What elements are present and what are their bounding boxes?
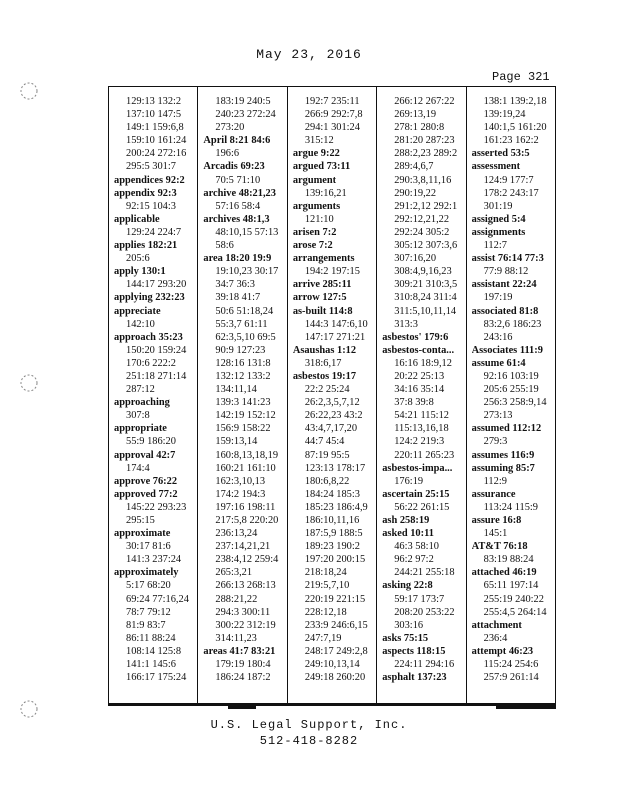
index-reference: 81:9 83:7 bbox=[126, 619, 166, 631]
index-reference: 281:20 287:23 bbox=[394, 135, 455, 147]
index-reference: 139:3 141:23 bbox=[215, 397, 271, 409]
index-reference: 43:4,7,17,20 bbox=[304, 423, 358, 435]
index-reference: 170:6 222:2 bbox=[126, 357, 176, 369]
index-reference: 159:13,14 bbox=[215, 436, 258, 448]
index-term: assigned 5:4 bbox=[471, 213, 526, 225]
index-reference: 294:3 300:11 bbox=[215, 606, 271, 618]
word-index-table bbox=[108, 86, 556, 706]
index-term: arisen 7:2 bbox=[292, 226, 337, 238]
index-reference: 217:5,8 220:20 bbox=[215, 515, 279, 526]
index-term: attempt 46:23 bbox=[471, 645, 534, 657]
index-reference: 162:3,10,13 bbox=[215, 475, 266, 487]
index-reference: 112:7 bbox=[483, 240, 507, 252]
index-reference: 300:22 312:19 bbox=[215, 619, 276, 631]
index-reference: 57:16 58:4 bbox=[215, 200, 261, 212]
index-reference: 115:13,16,18 bbox=[394, 423, 449, 435]
index-reference: 318:6,17 bbox=[304, 357, 342, 369]
index-term: area 18:20 19:9 bbox=[203, 253, 272, 265]
index-reference: 273:13 bbox=[483, 410, 513, 422]
index-columns bbox=[109, 87, 555, 703]
index-reference: 224:11 294:16 bbox=[394, 659, 455, 671]
index-reference: 307:16,20 bbox=[394, 253, 437, 265]
index-reference: 243:16 bbox=[483, 331, 513, 343]
index-reference: 291:2,12 292:1 bbox=[394, 200, 458, 212]
deposition-date: May 23, 2016 bbox=[256, 47, 362, 62]
index-reference: 185:23 186:4,9 bbox=[304, 501, 368, 513]
index-reference: 20:22 25:13 bbox=[394, 370, 445, 382]
index-reference: 265:3,21 bbox=[215, 567, 253, 579]
index-term: asking 22:8 bbox=[382, 580, 433, 592]
index-term: applies 182:21 bbox=[114, 240, 178, 252]
index-reference: 132:12 133:2 bbox=[215, 370, 271, 382]
index-reference: 294:1 301:24 bbox=[304, 122, 360, 134]
index-reference: 278:1 280:8 bbox=[394, 122, 445, 134]
index-reference: 305:12 307:3,6 bbox=[394, 240, 458, 252]
index-reference: 108:14 125:8 bbox=[126, 645, 182, 657]
index-term: asked 10:11 bbox=[382, 528, 434, 540]
index-reference: 236:4 bbox=[483, 632, 508, 644]
index-reference: 139:16,21 bbox=[304, 187, 347, 199]
index-reference: 144:17 293:20 bbox=[126, 279, 187, 291]
index-reference: 313:3 bbox=[394, 318, 418, 330]
index-reference: 161:23 162:2 bbox=[483, 135, 539, 147]
index-reference: 244:21 255:18 bbox=[394, 567, 455, 579]
index-term: Asaushas 1:12 bbox=[292, 344, 357, 356]
index-reference: 311:5,10,11,14 bbox=[394, 305, 457, 317]
index-reference: 273:20 bbox=[215, 122, 245, 134]
index-reference: 220:11 265:23 bbox=[394, 449, 455, 461]
index-reference: 200:24 272:16 bbox=[126, 148, 187, 160]
index-term: applicable bbox=[114, 213, 160, 225]
index-reference: 140:1,5 161:20 bbox=[483, 122, 547, 134]
index-reference: 307:8 bbox=[126, 410, 150, 422]
index-term: appreciate bbox=[114, 305, 161, 317]
index-reference: 62:3,5,10 69:5 bbox=[215, 331, 276, 343]
index-reference: 303:16 bbox=[394, 619, 424, 631]
index-column-4 bbox=[377, 87, 466, 703]
index-reference: 249:10,13,14 bbox=[304, 659, 360, 671]
index-reference: 44:7 45:4 bbox=[304, 436, 345, 448]
index-term: archives 48:1,3 bbox=[203, 213, 270, 225]
index-reference: 310:8,24 311:4 bbox=[394, 292, 457, 304]
index-reference: 138:1 139:2,18 bbox=[483, 96, 547, 107]
index-reference: 121:10 bbox=[304, 213, 334, 225]
index-column-5 bbox=[467, 87, 555, 703]
index-reference: 160:21 161:10 bbox=[215, 462, 276, 474]
index-reference: 295:15 bbox=[126, 515, 155, 526]
index-reference: 255:4,5 264:14 bbox=[483, 606, 547, 618]
index-term: ash 258:19 bbox=[382, 515, 430, 526]
index-reference: 124:9 177:7 bbox=[483, 174, 534, 186]
index-reference: 59:17 173:7 bbox=[394, 593, 445, 605]
index-reference: 5:17 68:20 bbox=[126, 580, 171, 592]
index-reference: 292:12,21,22 bbox=[394, 213, 450, 225]
index-reference: 184:24 185:3 bbox=[304, 488, 360, 500]
punch-hole-icon bbox=[18, 80, 40, 102]
index-reference: 26:2,3,5,7,12 bbox=[304, 397, 360, 409]
index-reference: 90:9 127:23 bbox=[215, 344, 266, 356]
index-reference: 256:3 258:9,14 bbox=[483, 397, 547, 409]
index-term: approve 76:22 bbox=[114, 475, 178, 487]
index-reference: 83:2,6 186:23 bbox=[483, 318, 542, 330]
index-term: associated 81:8 bbox=[471, 305, 539, 317]
index-term: approaching bbox=[114, 397, 170, 409]
index-term: assistant 22:24 bbox=[471, 279, 537, 291]
index-term: apply 130:1 bbox=[114, 266, 166, 278]
scan-mark bbox=[496, 703, 556, 709]
index-reference: 137:10 147:5 bbox=[126, 109, 182, 121]
index-reference: 197:19 bbox=[483, 292, 513, 304]
index-reference: 308:4,9,16,23 bbox=[394, 266, 452, 278]
index-term: asbestos-conta... bbox=[382, 344, 455, 356]
index-term: approved 77:2 bbox=[114, 488, 178, 500]
index-reference: 249:18 260:20 bbox=[304, 672, 366, 684]
index-term: archive 48:21,23 bbox=[203, 187, 276, 199]
punch-hole-icon bbox=[18, 372, 40, 394]
index-term: arose 7:2 bbox=[292, 240, 333, 252]
index-term: attached 46:19 bbox=[471, 567, 537, 579]
index-reference: 186:10,11,16 bbox=[304, 515, 360, 526]
index-term: Associates 111:9 bbox=[471, 344, 543, 356]
index-reference: 205:6 bbox=[126, 253, 150, 265]
index-reference: 54:21 115:12 bbox=[394, 410, 449, 422]
index-reference: 288:21,22 bbox=[215, 593, 258, 605]
index-reference: 197:20 200:15 bbox=[304, 554, 366, 566]
index-reference: 37:8 39:8 bbox=[394, 397, 434, 409]
index-reference: 251:18 271:14 bbox=[126, 370, 187, 382]
index-reference: 58:6 bbox=[215, 240, 234, 252]
index-reference: 194:2 197:15 bbox=[304, 266, 360, 278]
index-reference: 142:10 bbox=[126, 318, 155, 330]
index-reference: 34:16 35:14 bbox=[394, 384, 445, 396]
index-reference: 269:13,19 bbox=[394, 109, 437, 121]
index-reference: 187:5,9 188:5 bbox=[304, 528, 363, 540]
index-term: AT&T 76:18 bbox=[471, 541, 528, 553]
index-reference: 55:9 186:20 bbox=[126, 436, 176, 448]
index-term: arrive 285:11 bbox=[292, 279, 352, 291]
index-term: assume 61:4 bbox=[471, 357, 526, 369]
index-term: April 8:21 84:6 bbox=[203, 135, 271, 147]
index-reference: 145:22 293:23 bbox=[126, 501, 187, 513]
index-reference: 179:19 180:4 bbox=[215, 659, 271, 671]
index-reference: 139:19,24 bbox=[483, 109, 526, 121]
index-term: ascertain 25:15 bbox=[382, 488, 450, 500]
index-term: approval 42:7 bbox=[114, 449, 176, 461]
index-term: arrow 127:5 bbox=[292, 292, 347, 304]
index-reference: 218:18,24 bbox=[304, 567, 347, 579]
index-reference: 147:17 271:21 bbox=[304, 331, 366, 343]
index-reference: 48:10,15 57:13 bbox=[215, 226, 279, 238]
index-term: asbestos-impa... bbox=[382, 462, 453, 474]
index-term: appropriate bbox=[114, 423, 167, 435]
index-reference: 46:3 58:10 bbox=[394, 541, 439, 553]
index-term: assuming 85:7 bbox=[471, 462, 535, 474]
index-reference: 290:3,8,11,16 bbox=[394, 174, 452, 186]
index-term: appendix 92:3 bbox=[114, 187, 177, 199]
index-reference: 236:13,24 bbox=[215, 528, 258, 540]
index-reference: 197:16 198:11 bbox=[215, 501, 276, 513]
index-reference: 87:19 95:5 bbox=[304, 449, 350, 461]
index-reference: 240:23 272:24 bbox=[215, 109, 276, 121]
index-reference: 166:17 175:24 bbox=[126, 672, 187, 684]
index-term: attachment bbox=[471, 619, 522, 631]
index-reference: 160:8,13,18,19 bbox=[215, 449, 279, 461]
index-reference: 141:1 145:6 bbox=[126, 659, 176, 671]
index-reference: 39:18 41:7 bbox=[215, 292, 261, 304]
index-reference: 237:14,21,21 bbox=[215, 541, 271, 553]
index-term: Arcadis 69:23 bbox=[203, 161, 265, 173]
index-reference: 220:19 221:15 bbox=[304, 593, 366, 605]
index-reference: 174:4 bbox=[126, 462, 150, 474]
index-term: assumes 116:9 bbox=[471, 449, 535, 461]
index-reference: 128:16 131:8 bbox=[215, 357, 271, 369]
index-reference: 205:6 255:19 bbox=[483, 384, 539, 396]
court-reporter-phone: 512-418-8282 bbox=[259, 734, 359, 748]
index-term: assumed 112:12 bbox=[471, 423, 542, 435]
index-reference: 301:19 bbox=[483, 200, 513, 212]
index-term: approximate bbox=[114, 528, 171, 540]
index-reference: 77:9 88:12 bbox=[483, 266, 529, 278]
index-reference: 124:2 219:3 bbox=[394, 436, 445, 448]
index-reference: 112:9 bbox=[483, 475, 507, 487]
index-reference: 134:11,14 bbox=[215, 384, 257, 396]
index-reference: 287:12 bbox=[126, 384, 155, 396]
index-reference: 233:9 246:6,15 bbox=[304, 619, 368, 631]
index-term: assignments bbox=[471, 226, 526, 238]
index-term: areas 41:7 83:21 bbox=[203, 645, 276, 657]
index-term: argument bbox=[292, 174, 337, 186]
index-term: as-built 114:8 bbox=[292, 305, 353, 317]
index-reference: 289:4,6,7 bbox=[394, 161, 434, 173]
index-reference: 78:7 79:12 bbox=[126, 606, 171, 618]
scan-mark bbox=[228, 703, 256, 709]
index-term: asbestos' 179:6 bbox=[382, 331, 449, 343]
index-reference: 189:23 190:2 bbox=[304, 541, 360, 553]
index-reference: 96:2 97:2 bbox=[394, 554, 434, 566]
index-reference: 123:13 178:17 bbox=[304, 462, 366, 474]
index-reference: 50:6 51:18,24 bbox=[215, 305, 274, 317]
index-reference: 290:19,22 bbox=[394, 187, 437, 199]
index-reference: 30:17 81:6 bbox=[126, 541, 171, 553]
index-reference: 83:19 88:24 bbox=[483, 554, 534, 566]
index-reference: 145:1 bbox=[483, 528, 508, 540]
index-reference: 186:24 187:2 bbox=[215, 672, 271, 684]
index-reference: 26:22,23 43:2 bbox=[304, 410, 363, 422]
index-term: asks 75:15 bbox=[382, 632, 429, 644]
index-reference: 314:11,23 bbox=[215, 632, 257, 644]
index-reference: 257:9 261:14 bbox=[483, 672, 539, 684]
index-reference: 149:1 159:6,8 bbox=[126, 122, 184, 134]
index-reference: 115:24 254:6 bbox=[483, 659, 539, 671]
index-term: assurance bbox=[471, 488, 516, 500]
index-term: asphalt 137:23 bbox=[382, 672, 447, 684]
index-reference: 248:17 249:2,8 bbox=[304, 645, 368, 657]
index-reference: 266:9 292:7,8 bbox=[304, 109, 363, 121]
index-reference: 196:6 bbox=[215, 148, 240, 160]
index-term: approach 35:23 bbox=[114, 331, 183, 343]
index-reference: 292:24 305:2 bbox=[394, 226, 450, 238]
index-reference: 92:16 103:19 bbox=[483, 370, 539, 382]
index-reference: 69:24 77:16,24 bbox=[126, 593, 189, 605]
index-reference: 129:13 132:2 bbox=[126, 96, 182, 107]
index-term: arguments bbox=[292, 200, 341, 212]
index-reference: 86:11 88:24 bbox=[126, 632, 176, 644]
index-reference: 16:16 18:9,12 bbox=[394, 357, 452, 369]
court-reporter-firm: U.S. Legal Support, Inc. bbox=[210, 718, 408, 732]
index-reference: 192:7 235:11 bbox=[304, 96, 360, 107]
index-reference: 255:19 240:22 bbox=[483, 593, 544, 605]
index-term: arrangements bbox=[292, 253, 355, 265]
index-reference: 228:12,18 bbox=[304, 606, 347, 618]
index-reference: 295:5 301:7 bbox=[126, 161, 176, 173]
index-reference: 159:10 161:24 bbox=[126, 135, 187, 147]
index-term: appendices 92:2 bbox=[114, 174, 185, 186]
index-term: assessment bbox=[471, 161, 521, 173]
index-column-3 bbox=[288, 87, 377, 703]
index-reference: 238:4,12 259:4 bbox=[215, 554, 279, 566]
index-reference: 142:19 152:12 bbox=[215, 410, 276, 422]
index-column-2 bbox=[198, 87, 287, 703]
index-reference: 288:2,23 289:2 bbox=[394, 148, 458, 160]
index-reference: 129:24 224:7 bbox=[126, 226, 182, 238]
index-reference: 208:20 253:22 bbox=[394, 606, 455, 618]
index-reference: 309:21 310:3,5 bbox=[394, 279, 458, 291]
index-reference: 56:22 261:15 bbox=[394, 501, 450, 513]
index-reference: 70:5 71:10 bbox=[215, 174, 261, 186]
index-reference: 279:3 bbox=[483, 436, 508, 448]
index-term: applying 232:23 bbox=[114, 292, 185, 304]
index-reference: 176:19 bbox=[394, 475, 424, 487]
index-reference: 150:20 159:24 bbox=[126, 344, 187, 356]
index-reference: 65:11 197:14 bbox=[483, 580, 539, 592]
page-number: Page 321 bbox=[492, 70, 550, 84]
index-term: argue 9:22 bbox=[292, 148, 340, 160]
index-reference: 180:6,8,22 bbox=[304, 475, 350, 487]
index-reference: 174:2 194:3 bbox=[215, 488, 266, 500]
index-term: asbestos 19:17 bbox=[292, 370, 357, 382]
index-reference: 247:7,19 bbox=[304, 632, 342, 644]
index-reference: 178:2 243:17 bbox=[483, 187, 539, 199]
index-term: approximately bbox=[114, 567, 179, 579]
index-reference: 19:10,23 30:17 bbox=[215, 266, 279, 278]
index-reference: 183:19 240:5 bbox=[215, 96, 271, 107]
punch-hole-icon bbox=[18, 698, 40, 720]
index-reference: 55:3,7 61:11 bbox=[215, 318, 268, 330]
index-reference: 219:5,7,10 bbox=[304, 580, 350, 592]
index-reference: 141:3 237:24 bbox=[126, 554, 182, 566]
index-reference: 113:24 115:9 bbox=[483, 501, 538, 513]
index-reference: 144:3 147:6,10 bbox=[304, 318, 368, 330]
index-reference: 156:9 158:22 bbox=[215, 423, 271, 435]
index-reference: 34:7 36:3 bbox=[215, 279, 255, 291]
index-reference: 92:15 104:3 bbox=[126, 200, 176, 212]
index-reference: 315:12 bbox=[304, 135, 334, 147]
index-term: assist 76:14 77:3 bbox=[471, 253, 544, 265]
index-column-1 bbox=[109, 87, 198, 703]
index-reference: 266:13 268:13 bbox=[215, 580, 276, 592]
index-reference: 266:12 267:22 bbox=[394, 96, 455, 107]
index-term: asserted 53:5 bbox=[471, 148, 530, 160]
index-term: argued 73:11 bbox=[292, 161, 351, 173]
index-term: assure 16:8 bbox=[471, 515, 522, 526]
index-reference: 22:2 25:24 bbox=[304, 384, 350, 396]
index-term: aspects 118:15 bbox=[382, 645, 446, 657]
